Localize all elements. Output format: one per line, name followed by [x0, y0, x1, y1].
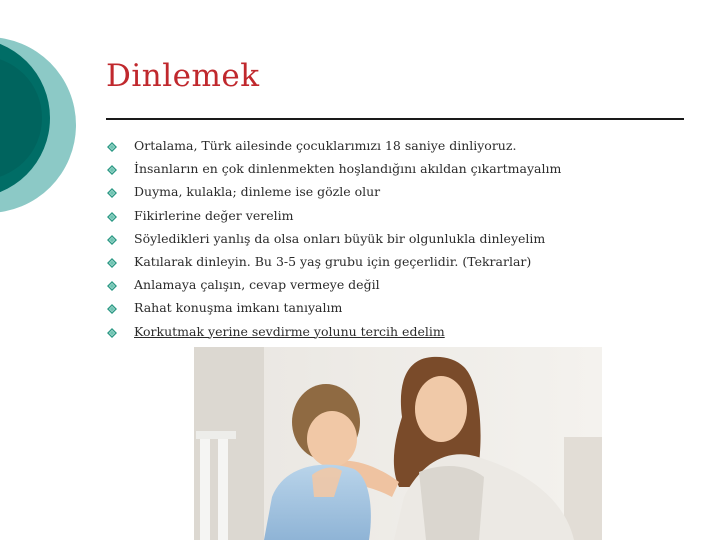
diamond-bullet-icon — [106, 141, 118, 153]
diamond-bullet-icon — [106, 303, 118, 315]
diamond-bullet-icon — [106, 280, 118, 292]
mother-listening-to-child-photo — [194, 347, 602, 540]
bullet-text: Rahat konuşma imkanı tanıyalım — [134, 300, 343, 316]
bullet-text: Duyma, kulakla; dinleme ise gözle olur — [134, 184, 381, 200]
bullet-text: Fikirlerine değer verelim — [134, 207, 294, 223]
diamond-bullet-icon — [106, 164, 118, 176]
slide-title: Dinlemek — [106, 58, 260, 94]
diamond-bullet-icon — [106, 187, 118, 199]
bullet-text-link[interactable]: Korkutmak yerine sevdirme yolunu tercih edelim — [134, 323, 445, 339]
diamond-bullet-icon — [106, 327, 118, 339]
title-divider — [106, 118, 684, 120]
diamond-bullet-icon — [106, 257, 118, 269]
bullet-text: Anlamaya çalışın, cevap vermeye değil — [134, 277, 380, 293]
bullet-text: Söyledikleri yanlış da olsa onları büyük bir olgunlukla dinleyelim — [134, 230, 546, 246]
bullet-text: Ortalama, Türk ailesinde çocuklarımızı 18 saniye dinliyoruz. — [134, 138, 517, 153]
diamond-bullet-icon — [106, 211, 118, 223]
diamond-bullet-icon — [106, 234, 118, 246]
bullet-text: Katılarak dinleyin. Bu 3-5 yaş grubu için geçerlidir. (Tekrarlar) — [134, 253, 532, 269]
bullet-text: İnsanların en çok dinlenmekten hoşlandığını akıldan çıkartmayalım — [134, 161, 562, 177]
